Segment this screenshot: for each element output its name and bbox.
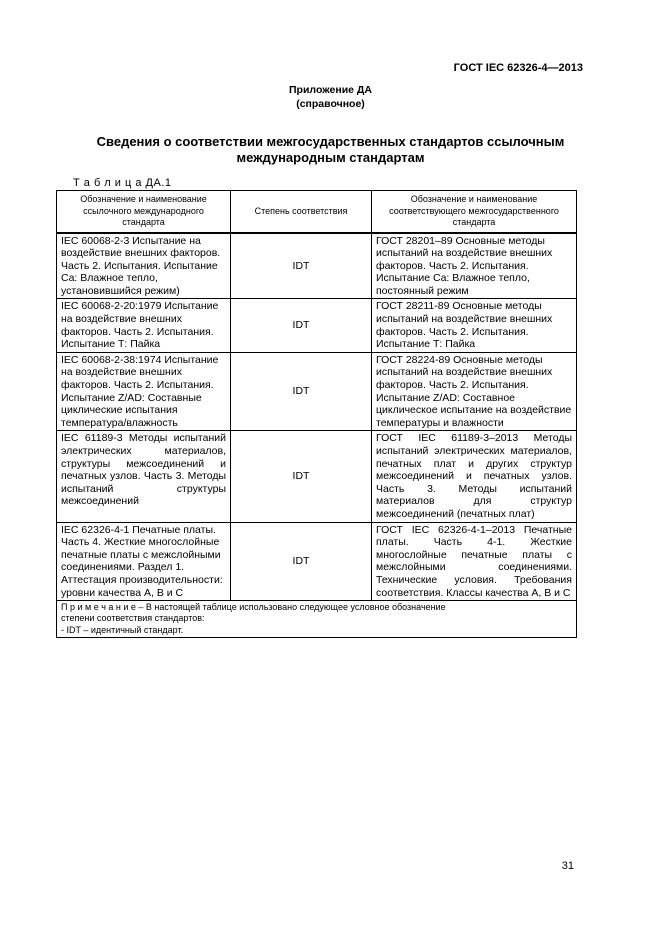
gost-standard-cell: ГОСТ 28224-89 Основные методы испытаний на воздействие внешних факторов. Часть 2. Испытания. Испытание Z/AD: Составное циклическое испытание на воздействие температуры и влажности <box>372 352 577 431</box>
column-header-intl: Обозначение и наименование ссылочного международного стандарта <box>57 191 231 233</box>
correspondence-table <box>56 190 577 638</box>
table-row <box>57 522 577 601</box>
intl-standard-cell: IEC 60068-2-3 Испытание на воздействие внешних факторов. Часть 2. Испытания. Испытание Ca: Влажное тепло, установившийся режим) <box>57 233 231 299</box>
appendix-title: Приложение ДА <box>289 84 372 96</box>
table-note <box>57 601 577 638</box>
intl-standard-cell: IEC 60068-2-38:1974 Испытание на воздействие внешних факторов. Часть 2. Испытания. Испытание Z/AD: Составные циклические испытания температура/влажность <box>57 352 231 431</box>
note-line3: - IDT – идентичный стандарт. <box>61 624 184 635</box>
gost-standard-cell: ГОСТ IEC 62326-4-1–2013 Печатные платы. Часть 4-1. Жесткие многослойные печатные платы с межслойными соединениями. Технические условия. Требования соответствия. Классы качества А, В и С <box>372 522 577 601</box>
degree-cell: IDT <box>231 352 372 431</box>
section-heading-line2: международным стандартам <box>236 150 425 165</box>
intl-standard-cell: IEC 61189-3 Методы испытаний электрических материалов, структуры межсоединений и печатных узлов. Часть 3. Методы испытаний структуры межсоединений <box>57 431 231 522</box>
table-row <box>57 431 577 522</box>
page-number: 31 <box>561 860 574 872</box>
intl-standard-cell: IEC 60068-2-20:1979 Испытание на воздействие внешних факторов. Часть 2. Испытания. Испытание Т: Пайка <box>57 299 231 352</box>
appendix-heading <box>0 83 661 111</box>
degree-cell: IDT <box>231 299 372 352</box>
table-header-row <box>57 191 577 233</box>
table-row <box>57 299 577 352</box>
degree-cell: IDT <box>231 431 372 522</box>
section-heading <box>0 134 661 166</box>
degree-cell: IDT <box>231 233 372 299</box>
table-row <box>57 233 577 299</box>
degree-cell: IDT <box>231 522 372 601</box>
intl-standard-cell: IEC 62326-4-1 Печатные платы. Часть 4. Жесткие многослойные печатные платы с межслойными соединениями. Раздел 1. Аттестация производительности: уровни качества А, В и С <box>57 522 231 601</box>
table-note-row <box>57 601 577 638</box>
gost-standard-cell: ГОСТ IEC 61189-3–2013 Методы испытаний электрических материалов, печатных плат и других структур межсоединений и печатных узлов. Часть 3. Методы испытаний материалов для структур межсоединений (печатных плат) <box>372 431 577 522</box>
table-row <box>57 352 577 431</box>
appendix-subtitle: (справочное) <box>296 98 365 110</box>
column-header-gost: Обозначение и наименование соответствующего межгосударственного стандарта <box>372 191 577 233</box>
column-header-degree: Степень соответствия <box>231 191 372 233</box>
note-line1: П р и м е ч а н и е – В настоящей таблице использовано следующее условное обозначение <box>61 602 446 613</box>
standard-code: ГОСТ IEC 62326-4—2013 <box>453 62 583 74</box>
gost-standard-cell: ГОСТ 28211-89 Основные методы испытаний на воздействие внешних факторов. Часть 2. Испытания. Испытание Т: Пайка <box>372 299 577 352</box>
table-label: Т а б л и ц а ДА.1 <box>73 177 172 189</box>
note-line2: степени соответствия стандартов: <box>61 613 205 624</box>
section-heading-line1: Сведения о соответствии межгосударственных стандартов ссылочным <box>96 134 565 149</box>
gost-standard-cell: ГОСТ 28201–89 Основные методы испытаний на воздействие внешних факторов. Часть 2. Испытания. Испытание Ca: Влажное тепло, постоянный режим <box>372 233 577 299</box>
